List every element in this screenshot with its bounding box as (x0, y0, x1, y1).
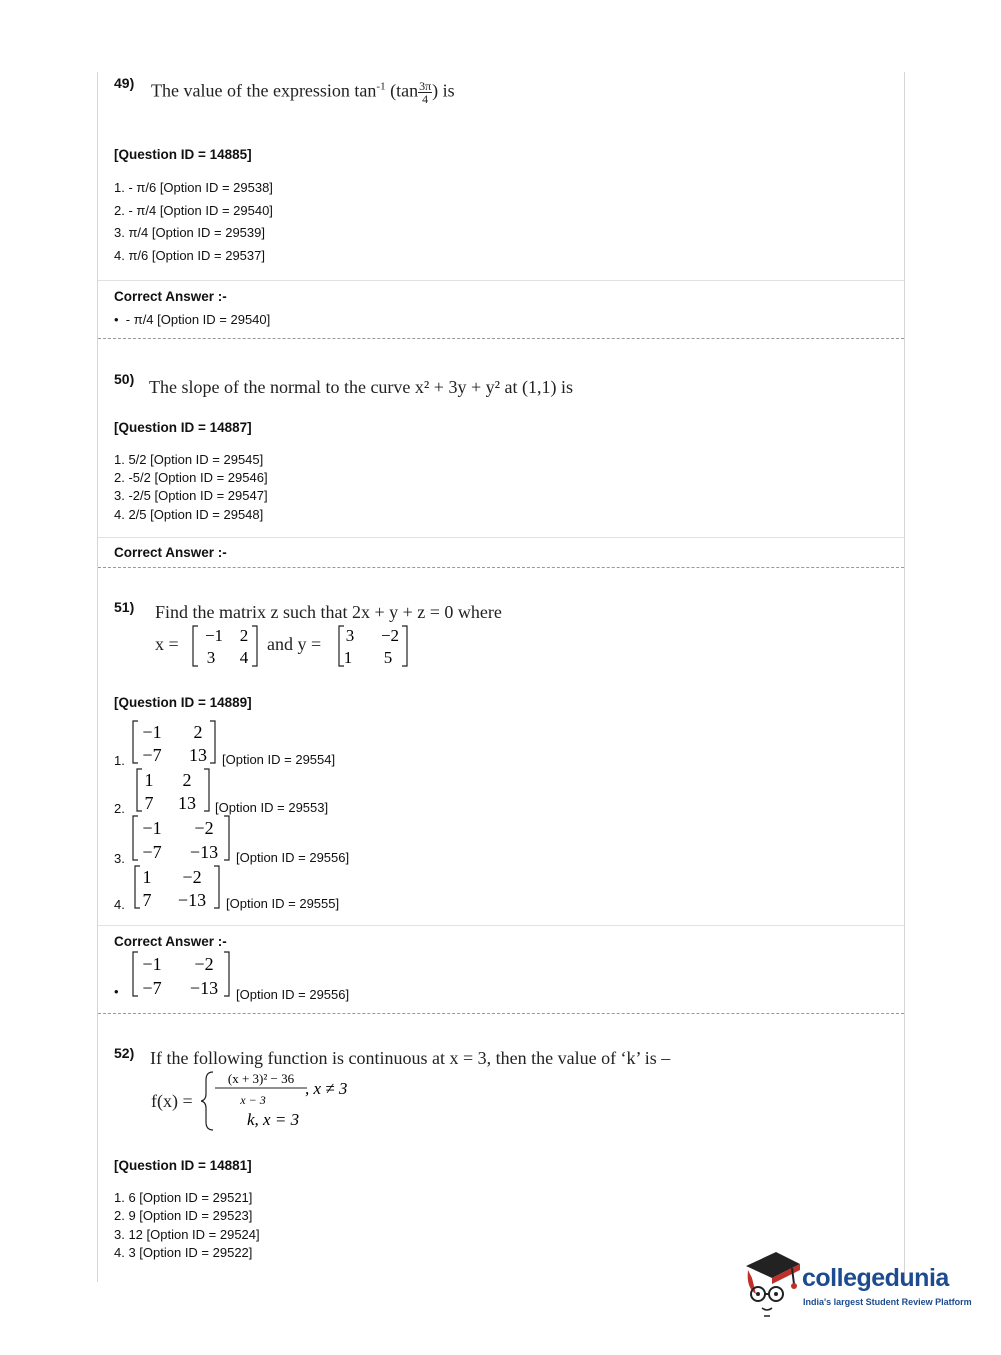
option-50-2: 2. -5/2 [Option ID = 29546] (114, 470, 268, 485)
option-52-1: 1. 6 [Option ID = 29521] (114, 1190, 253, 1205)
collegedunia-logo (742, 1248, 972, 1318)
question-number-50: 50) (114, 371, 135, 387)
q51-and-y: and y = (267, 634, 322, 654)
correct-answer-label-50: Correct Answer :- (114, 545, 227, 560)
q49-frac-num: 3π (419, 79, 432, 93)
option-49-2: 2. - π/4 [Option ID = 29540] (114, 203, 273, 218)
question-id-49: [Question ID = 14885] (114, 147, 252, 162)
q51-x-c: 3 (206, 648, 216, 667)
option-51-4-matrix (132, 863, 224, 911)
option-51-3-d: −13 (189, 842, 219, 862)
question-number-52: 52) (114, 1045, 135, 1061)
option-51-1-b: 2 (193, 722, 203, 742)
question-id-50: [Question ID = 14887] (114, 420, 252, 435)
correct-answer-51-b: −2 (194, 954, 214, 974)
q49-sup: -1 (376, 80, 386, 93)
option-51-4-b: −2 (182, 867, 202, 887)
option-52-2: 2. 9 [Option ID = 29523] (114, 1208, 253, 1223)
correct-answer-bullet-51: • (114, 984, 119, 999)
question-number-49: 49) (114, 75, 135, 91)
option-51-4-d: −13 (177, 890, 207, 910)
q51-matrix-y (336, 624, 410, 668)
q49-fraction (418, 80, 432, 105)
q52-fx-label: f(x) = (151, 1091, 193, 1111)
option-51-2-number: 2. (114, 801, 125, 816)
option-51-1-d: 13 (189, 745, 207, 765)
q51-x-b: 2 (239, 626, 249, 645)
q51-y-d: 5 (383, 648, 393, 667)
correct-answer-label-51: Correct Answer :- (114, 934, 227, 949)
option-51-1-c: −7 (142, 745, 162, 765)
logo-mascot-icon (742, 1248, 802, 1318)
option-51-4-a: 1 (142, 867, 152, 887)
correct-answer-51-d: −13 (189, 978, 219, 998)
option-51-3-matrix (130, 813, 234, 863)
separator (98, 280, 904, 281)
q49-frac-den: 4 (422, 92, 429, 106)
question-divider (98, 338, 904, 339)
q52-numerator: (x + 3)² − 36 (227, 1071, 295, 1086)
q51-x-a: −1 (204, 626, 224, 645)
option-51-1-a: −1 (142, 722, 162, 742)
question-id-52: [Question ID = 14881] (114, 1158, 252, 1173)
option-51-3-id: [Option ID = 29556] (236, 850, 350, 865)
option-52-3: 3. 12 [Option ID = 29524] (114, 1227, 260, 1242)
question-text-52: If the following function is continuous at x = 3, then the value of ‘k’ is – (150, 1048, 671, 1068)
option-51-2-c: 7 (144, 793, 154, 813)
logo-tagline: India's largest Student Review Platform (803, 1297, 972, 1307)
option-51-2-b: 2 (182, 770, 192, 790)
q51-y-b: −2 (380, 626, 400, 645)
q51-x-label: x = (155, 634, 179, 654)
question-divider (98, 1013, 904, 1014)
correct-answer-id-51: [Option ID = 29556] (236, 987, 350, 1002)
q51-y-a: 3 (345, 626, 355, 645)
q52-case-2: k, x = 3 (247, 1110, 300, 1129)
q49-text-post: ) is (432, 80, 455, 101)
correct-answer-matrix-51 (130, 949, 234, 999)
option-51-2-id: [Option ID = 29553] (215, 800, 329, 815)
correct-answer-label-49: Correct Answer :- (114, 289, 227, 304)
option-51-2-matrix (134, 766, 214, 814)
option-51-1-matrix (130, 718, 220, 766)
q52-piecewise (201, 1070, 381, 1132)
option-50-1: 1. 5/2 [Option ID = 29545] (114, 452, 264, 467)
option-51-3-b: −2 (194, 818, 214, 838)
separator (98, 537, 904, 538)
q52-condition-1: , x ≠ 3 (305, 1079, 348, 1098)
question-text-49 (151, 80, 455, 105)
q49-text-mid: (tan (390, 80, 419, 101)
q52-denominator: x − 3 (240, 1093, 266, 1107)
question-divider (98, 567, 904, 568)
option-50-4: 4. 2/5 [Option ID = 29548] (114, 507, 264, 522)
option-51-3-number: 3. (114, 851, 125, 866)
logo-wordmark: collegedunia (802, 1264, 949, 1292)
option-50-3: 3. -2/5 [Option ID = 29547] (114, 488, 268, 503)
question-text-51: Find the matrix z such that 2x + y + z = 0 where (155, 602, 502, 622)
option-49-3: 3. π/4 [Option ID = 29539] (114, 225, 265, 240)
correct-answer-value-49: - π/4 [Option ID = 29540] (125, 312, 271, 327)
option-51-2-d: 13 (178, 793, 196, 813)
option-51-1-id: [Option ID = 29554] (222, 752, 336, 767)
option-51-2-a: 1 (144, 770, 154, 790)
correct-answer-51-a: −1 (142, 954, 162, 974)
question-id-51: [Question ID = 14889] (114, 695, 252, 710)
option-49-1: 1. - π/6 [Option ID = 29538] (114, 180, 273, 195)
q51-matrix-x (190, 624, 260, 668)
option-51-1-number: 1. (114, 753, 125, 768)
correct-answer-51-c: −7 (142, 978, 162, 998)
option-51-3-a: −1 (142, 818, 162, 838)
question-text-50: The slope of the normal to the curve x² + 3y + y² at (1,1) is (149, 377, 573, 397)
option-51-4-number: 4. (114, 897, 125, 912)
option-51-4-id: [Option ID = 29555] (226, 896, 340, 911)
correct-answer-49: • - π/4 [Option ID = 29540] (114, 312, 271, 327)
q49-text-pre: The value of the expression tan (151, 80, 377, 101)
separator (98, 925, 904, 926)
option-51-4-c: 7 (142, 890, 152, 910)
q51-x-d: 4 (239, 648, 249, 667)
q51-y-c: 1 (343, 648, 353, 667)
option-51-3-c: −7 (142, 842, 162, 862)
question-number-51: 51) (114, 599, 135, 615)
option-52-4: 4. 3 [Option ID = 29522] (114, 1245, 253, 1260)
question-frame (97, 72, 905, 1282)
option-49-4: 4. π/6 [Option ID = 29537] (114, 248, 265, 263)
